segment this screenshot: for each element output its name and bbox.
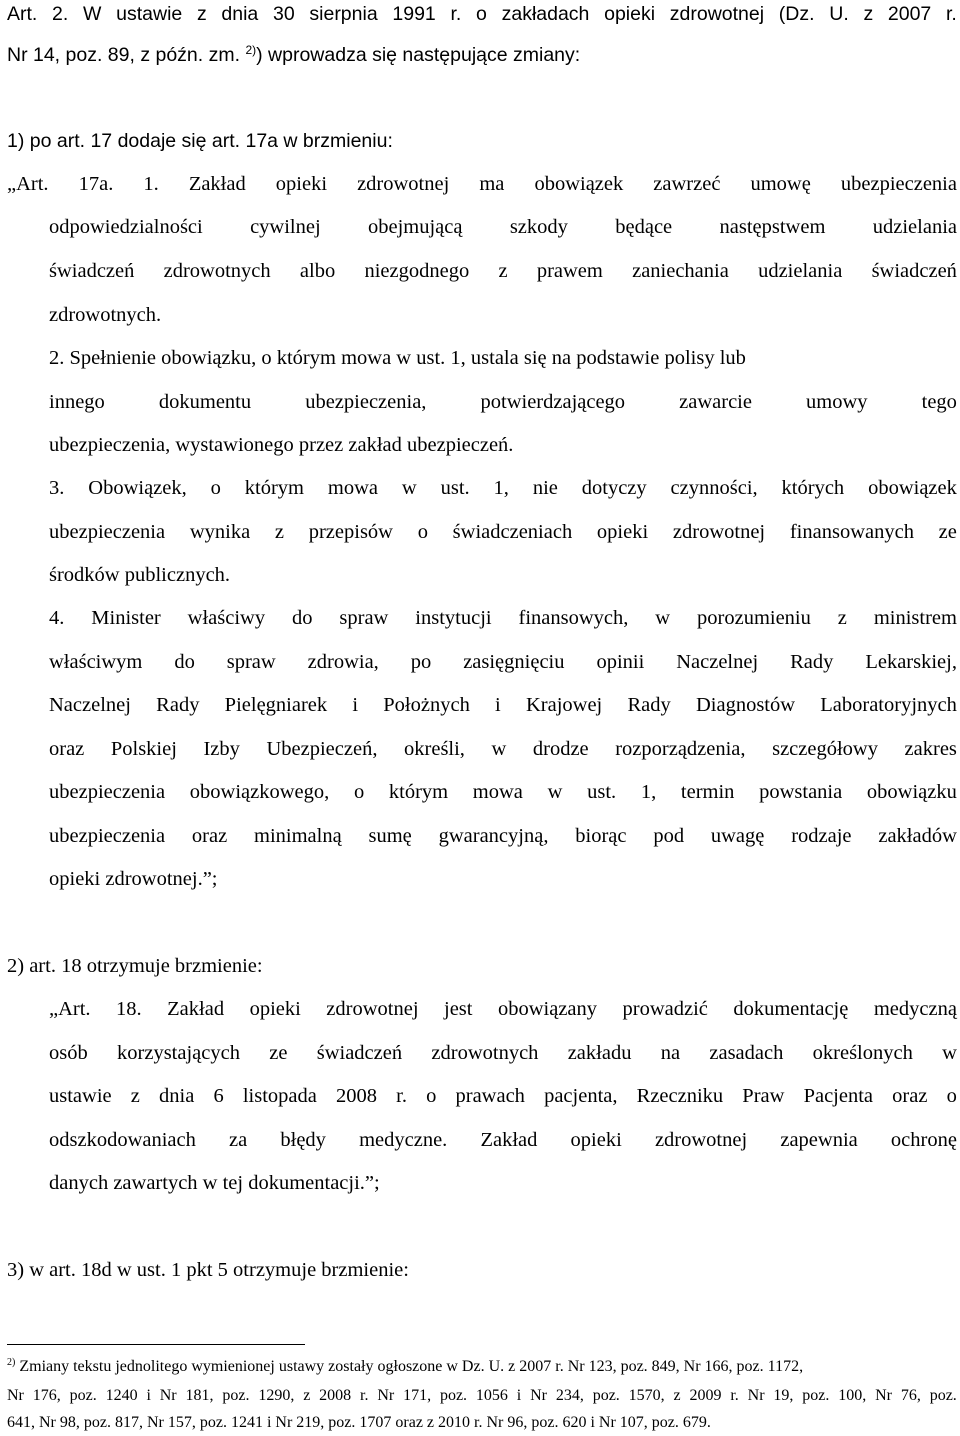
word: finansowych, xyxy=(518,607,629,629)
word: dokumentację xyxy=(733,998,849,1020)
word: w xyxy=(547,781,563,803)
word: umowę xyxy=(750,173,811,195)
art17a-para1-line2 xyxy=(49,214,957,240)
word: z xyxy=(274,521,284,543)
art17a-para1-line4: zdrowotnych. xyxy=(49,304,162,326)
word: innego xyxy=(49,391,105,413)
word: 2007 xyxy=(887,3,932,25)
word: r. xyxy=(360,1387,369,1404)
word: zdrowotnej xyxy=(669,3,765,25)
word: 2008 xyxy=(319,1387,352,1404)
word: poz. xyxy=(222,1387,250,1404)
word: 1991 xyxy=(392,3,436,25)
word: Nr xyxy=(159,1387,177,1404)
word: mowa xyxy=(327,477,378,499)
word: ochronę xyxy=(890,1129,957,1151)
word: ubezpieczenia, xyxy=(305,391,427,413)
art18-line4 xyxy=(49,1127,957,1153)
word: oraz xyxy=(49,738,85,760)
word: Położnych xyxy=(383,694,470,716)
word: tego xyxy=(921,391,957,413)
footnote-line-3: 641, Nr 98, poz. 817, Nr 157, poz. 1241 i Nr 219, poz. 1707 oraz z 2010 r. Nr 96, poz. 620 i Nr 107, poz. 679. xyxy=(7,1414,711,1431)
word: którym xyxy=(244,477,304,499)
word: obowiązany xyxy=(497,998,598,1020)
word: Naczelnej xyxy=(49,694,131,716)
word: do xyxy=(292,607,313,629)
word: dokumentu xyxy=(158,391,252,413)
word: Rady xyxy=(156,694,200,716)
word: świadczeń xyxy=(316,1042,403,1064)
art18-line2 xyxy=(49,1040,957,1066)
word: obowiązek xyxy=(534,173,624,195)
word: 18. xyxy=(116,998,142,1020)
art17a-para4-line6 xyxy=(49,823,957,849)
word: 1056 xyxy=(475,1387,508,1404)
art17a-para4-line3 xyxy=(49,692,957,718)
word: w xyxy=(401,477,417,499)
word: albo xyxy=(299,260,336,282)
word: zaniechania xyxy=(632,260,729,282)
footnote-separator xyxy=(7,1344,305,1345)
word: zakładów xyxy=(878,825,957,847)
word: ubezpieczenia xyxy=(49,521,166,543)
word: zdrowia, xyxy=(307,651,379,673)
word: poz. xyxy=(69,1387,97,1404)
intro-text-end: ) wprowadza się następujące zmiany: xyxy=(256,44,581,66)
word: Krajowej xyxy=(525,694,603,716)
word: zdrowotnej xyxy=(672,521,766,543)
word: ze xyxy=(938,521,957,543)
word: z xyxy=(130,1085,140,1107)
word: ust. xyxy=(440,477,470,499)
word: r. xyxy=(730,1387,739,1404)
art18-line1 xyxy=(49,996,957,1022)
word: poz. xyxy=(592,1387,620,1404)
word: korzystających xyxy=(117,1042,240,1064)
word: zakładu xyxy=(567,1042,632,1064)
word: ministrem xyxy=(873,607,957,629)
word: z xyxy=(863,3,874,25)
word: właściwy xyxy=(187,607,266,629)
word: medyczne. xyxy=(359,1129,448,1151)
word: 1570, xyxy=(628,1387,665,1404)
word: zdrowotnej xyxy=(654,1129,748,1151)
word: spraw xyxy=(339,607,389,629)
word: drodze xyxy=(532,738,589,760)
word: o xyxy=(426,1085,437,1107)
word: i xyxy=(495,694,501,716)
word: opinii xyxy=(596,651,645,673)
word: finansowanych xyxy=(789,521,914,543)
word: opieki xyxy=(275,173,328,195)
word: o xyxy=(210,477,221,499)
word: opieki xyxy=(604,3,656,25)
word: uwagę xyxy=(710,825,765,847)
word: pod xyxy=(653,825,685,847)
word: 3. xyxy=(49,477,65,499)
word: i xyxy=(146,1387,151,1404)
word: czynności, xyxy=(670,477,758,499)
word: ustawie xyxy=(49,1085,112,1107)
footnote-line-1 xyxy=(7,1357,803,1377)
word: Nr xyxy=(875,1387,892,1404)
word: odszkodowaniach xyxy=(49,1129,196,1151)
word: ustawie xyxy=(116,3,183,25)
word: 4. xyxy=(49,607,65,629)
word: spraw xyxy=(226,651,276,673)
word: W xyxy=(83,3,102,25)
point-1-heading: 1) po art. 17 dodaje się art. 17a w brzmieniu: xyxy=(7,130,393,152)
word: zakładach xyxy=(501,3,590,25)
word: świadczeń xyxy=(871,260,957,282)
word: w xyxy=(491,738,507,760)
word: świadczeniach xyxy=(452,521,573,543)
word: z xyxy=(303,1387,311,1404)
art18-line5: danych zawartych w tej dokumentacji.”; xyxy=(49,1172,380,1194)
word: będące xyxy=(615,216,673,238)
word: 2009 xyxy=(689,1387,722,1404)
word: o xyxy=(476,3,487,25)
word: ubezpieczenia xyxy=(49,825,166,847)
word: 30 xyxy=(272,3,295,25)
art17a-para4-line7: opieki zdrowotnej.”; xyxy=(49,868,218,890)
word: Zakład xyxy=(188,173,246,195)
word: obejmującą xyxy=(368,216,463,238)
art17a-para4-line2 xyxy=(49,649,957,675)
word: 17a. xyxy=(78,173,114,195)
word: powstania xyxy=(759,781,843,803)
word: dnia xyxy=(221,3,259,25)
word: 19, xyxy=(773,1387,794,1404)
word: i xyxy=(352,694,359,716)
word: oraz xyxy=(892,1085,928,1107)
word: pacjenta, xyxy=(544,1085,618,1107)
word: zdrowotnej xyxy=(357,173,450,195)
word: Diagnostów xyxy=(695,694,796,716)
word: przepisów xyxy=(308,521,393,543)
word: Obowiązek, xyxy=(88,477,187,499)
word: dnia xyxy=(159,1085,195,1107)
word: których xyxy=(781,477,845,499)
word: odpowiedzialności xyxy=(49,216,203,238)
word: zdrowotnych xyxy=(431,1042,539,1064)
intro-text: Nr 14, poz. 89, z późn. zm. xyxy=(7,44,241,66)
word: w xyxy=(655,607,671,629)
word: Nr xyxy=(377,1387,395,1404)
word: zdrowotnych xyxy=(163,260,271,282)
art17a-para4-line5 xyxy=(49,779,957,805)
word: Polskiej xyxy=(110,738,177,760)
word: ma xyxy=(479,173,505,195)
word: 234, xyxy=(555,1387,584,1404)
word: Minister xyxy=(91,607,161,629)
word: „Art. xyxy=(49,998,91,1020)
word: określi, xyxy=(404,738,465,760)
word: opieki xyxy=(570,1129,622,1151)
word: poz. xyxy=(439,1387,468,1404)
point-3-heading: 3) w art. 18d w ust. 1 pkt 5 otrzymuje brzmienie: xyxy=(7,1259,409,1281)
art17a-para3-line2 xyxy=(49,519,957,545)
word: nie xyxy=(532,477,558,499)
word: szczegółowy xyxy=(772,738,878,760)
word: umowy xyxy=(806,391,868,413)
word: ust. xyxy=(587,781,617,803)
word: właściwym xyxy=(49,651,143,673)
word: medyczną xyxy=(873,998,957,1020)
footnote-marker: 2) xyxy=(7,1357,16,1368)
word: „Art. xyxy=(7,173,49,195)
word: ze xyxy=(269,1042,288,1064)
word: opieki xyxy=(249,998,301,1020)
word: Rady xyxy=(627,694,671,716)
word: termin xyxy=(680,781,735,803)
art18-line3 xyxy=(49,1083,957,1109)
word: rodzaje xyxy=(791,825,852,847)
footnote-line-2 xyxy=(7,1386,957,1406)
word: o xyxy=(353,781,365,803)
word: Zakład xyxy=(167,998,225,1020)
word: 2. xyxy=(52,3,69,25)
word: poz. xyxy=(802,1387,830,1404)
word: i xyxy=(516,1387,522,1404)
word: osób xyxy=(49,1042,88,1064)
word: ubezpieczenia xyxy=(840,173,957,195)
word: 181, xyxy=(185,1387,214,1404)
word: r. xyxy=(450,3,462,25)
word: U. xyxy=(829,3,849,25)
word: sumę xyxy=(368,825,412,847)
word: zasięgnięciu xyxy=(463,651,565,673)
art17a-para1-line3 xyxy=(49,258,957,284)
word: instytucji xyxy=(415,607,492,629)
word: szkody xyxy=(509,216,568,238)
intro-line-2 xyxy=(7,42,580,68)
footnote-text-1: Zmiany tekstu jednolitego wymienionej ustawy zostały ogłoszone w Dz. U. z 2007 r. Nr 123, poz. 849, Nr 166, poz. 1172, xyxy=(19,1358,804,1375)
word: 100, xyxy=(838,1387,867,1404)
word: poz. xyxy=(929,1387,957,1404)
word: 1290, xyxy=(258,1387,295,1404)
art17a-para4-line4 xyxy=(49,736,957,762)
word: na xyxy=(660,1042,681,1064)
word: z xyxy=(673,1387,681,1404)
word: Pielęgniarek xyxy=(224,694,328,716)
word: następstwem xyxy=(719,216,826,238)
word: potwierdzającego xyxy=(480,391,626,413)
word: świadczeń xyxy=(49,260,135,282)
word: Art. xyxy=(7,3,38,25)
word: listopada xyxy=(242,1085,317,1107)
word: Ubezpieczeń, xyxy=(266,738,378,760)
word: z xyxy=(837,607,847,629)
word: z xyxy=(196,3,207,25)
word: po xyxy=(410,651,432,673)
word: zapewnia xyxy=(780,1129,858,1151)
word: Rzeczniku xyxy=(636,1085,724,1107)
word: 76, xyxy=(900,1387,921,1404)
word: 1, xyxy=(493,477,509,499)
word: o xyxy=(946,1085,957,1107)
word: Naczelnej xyxy=(676,651,759,673)
word: 1. xyxy=(143,173,159,195)
word: gwarancyjną, xyxy=(438,825,549,847)
point-2-heading: 2) art. 18 otrzymuje brzmienie: xyxy=(7,955,263,977)
word: cywilnej xyxy=(250,216,321,238)
word: za xyxy=(229,1129,248,1151)
art17a-para3-line1 xyxy=(49,475,957,501)
word: z xyxy=(498,260,508,282)
word: 1, xyxy=(640,781,657,803)
word: jest xyxy=(444,998,473,1020)
art17a-para2-line3: ubezpieczenia, wystawionego przez zakład ubezpieczeń. xyxy=(49,434,514,456)
word: obowiązku xyxy=(866,781,957,803)
word: oraz xyxy=(191,825,228,847)
word: obowiązkowego, xyxy=(189,781,330,803)
word: do xyxy=(174,651,195,673)
word: Nr xyxy=(530,1387,547,1404)
word: udzielania xyxy=(872,216,957,238)
word: zawrzeć xyxy=(653,173,721,195)
word: Lekarskiej, xyxy=(865,651,957,673)
word: błędy xyxy=(280,1129,326,1151)
art17a-para2-line1: 2. Spełnienie obowiązku, o którym mowa w ust. 1, ustala się na podstawie polisy lub xyxy=(49,347,746,369)
word: 171, xyxy=(403,1387,432,1404)
word: sierpnia xyxy=(309,3,378,25)
word: obowiązek xyxy=(868,477,957,499)
intro-line-1 xyxy=(7,1,957,27)
word: zakres xyxy=(904,738,957,760)
word: określonych xyxy=(812,1042,913,1064)
word: Nr xyxy=(7,1387,24,1404)
word: udzielania xyxy=(758,260,843,282)
word: r. xyxy=(396,1085,407,1107)
word: Laboratoryjnych xyxy=(820,694,957,716)
word: 2008 xyxy=(336,1085,377,1107)
word: opieki xyxy=(596,521,649,543)
word: zasadach xyxy=(709,1042,784,1064)
footnote-ref: 2) xyxy=(245,43,257,57)
word: prowadzić xyxy=(622,998,708,1020)
word: Rady xyxy=(790,651,834,673)
word: Praw xyxy=(742,1085,785,1107)
art17a-para4-line1 xyxy=(49,605,957,631)
word: prawem xyxy=(536,260,603,282)
word: 1240 xyxy=(105,1387,138,1404)
word: (Dz. xyxy=(778,3,815,25)
word: biorąc xyxy=(575,825,627,847)
word: wynika xyxy=(189,521,251,543)
word: Nr xyxy=(747,1387,765,1404)
word: którym xyxy=(388,781,449,803)
word: Izby xyxy=(203,738,240,760)
word: zdrowotnej xyxy=(326,998,419,1020)
word: mowa xyxy=(472,781,523,803)
word: niezgodnego xyxy=(364,260,470,282)
art17a-para1-line1 xyxy=(7,171,957,197)
word: prawach xyxy=(455,1085,525,1107)
art17a-para2-line2 xyxy=(49,389,957,415)
word: r. xyxy=(945,3,957,25)
word: minimalną xyxy=(254,825,342,847)
word: Pacjenta xyxy=(803,1085,874,1107)
word: porozumieniu xyxy=(697,607,811,629)
word: 176, xyxy=(32,1387,61,1404)
word: rozporządzenia, xyxy=(615,738,746,760)
word: w xyxy=(942,1042,957,1064)
word: zawarcie xyxy=(679,391,752,413)
word: o xyxy=(417,521,428,543)
word: 6 xyxy=(213,1085,224,1107)
word: Zakład xyxy=(480,1129,538,1151)
art17a-para3-line3: środków publicznych. xyxy=(49,564,231,586)
word: ubezpieczenia xyxy=(49,781,166,803)
word: dotyczy xyxy=(581,477,647,499)
